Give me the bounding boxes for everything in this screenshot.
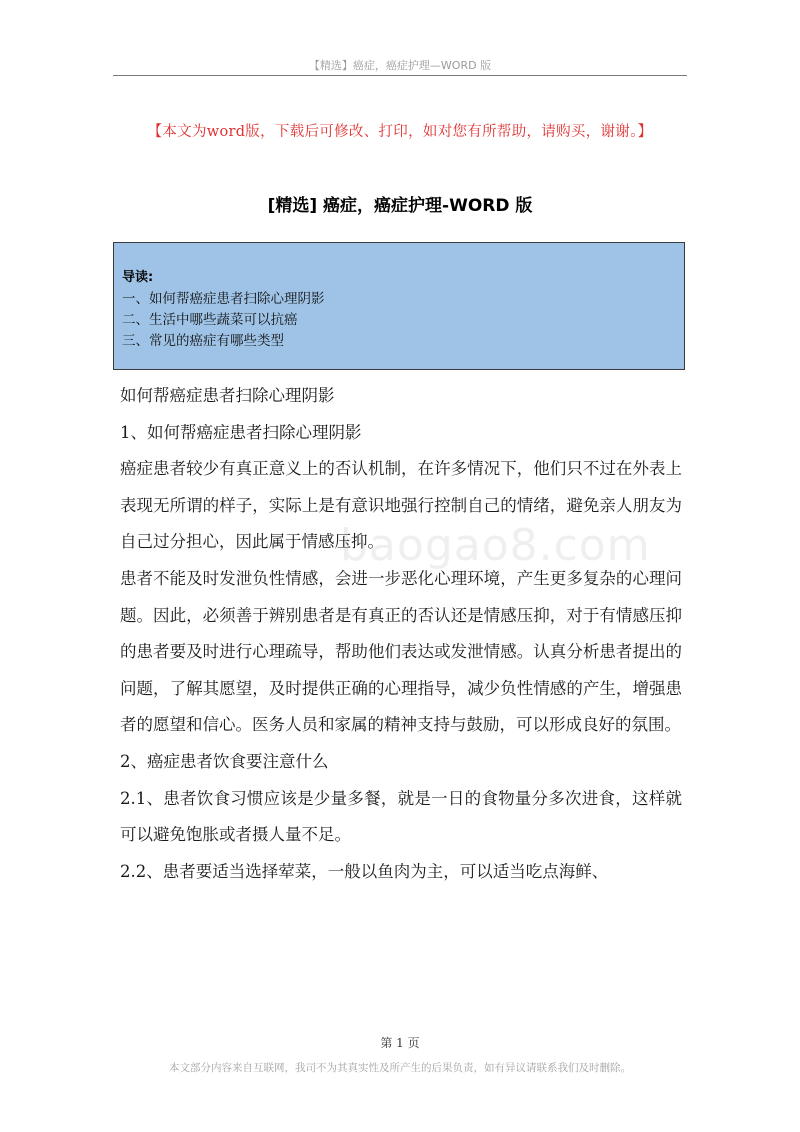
footer-disclaimer: 本文部分内容来自互联网，我司不为其真实性及所产生的后果负责，如有异议请联系我们及时删除。 — [169, 1062, 631, 1074]
paragraph: 癌症患者较少有真正意义上的否认机制，在许多情况下，他们只不过在外表上表现无所谓的样子，实际上是有意识地强行控制自己的情绪，避免亲人朋友为自己过分担心，因此属于情感压抑。 — [120, 459, 682, 552]
body-text — [120, 378, 682, 890]
page-number: 第 1 页 — [380, 1036, 420, 1050]
guide-item: 三、常见的癌症有哪些类型 — [122, 333, 284, 349]
guide-item: 一、如何帮癌症患者扫除心理阴影 — [122, 291, 325, 307]
paragraph: 患者不能及时发泄负性情感，会进一步恶化心理环境，产生更多复杂的心理问题。因此，必须善于辨别患者是有真正的否认还是情感压抑，对于有情感压抑的患者要及时进行心理疏导，帮助他们表达或发泄情感。认真分析患者提出的问题，了解其愿望，及时提供正确的心理指导，减少负性情感的产生，增强患者的愿望和信心。医务人员和家属的精神支持与鼓励，可以形成良好的氛围。 — [120, 568, 682, 735]
paragraph: 2.1、患者饮食习惯应该是少量多餐，就是一日的食物量分多次进食，这样就可以避免饱胀或者摄人量不足。 — [120, 788, 682, 845]
section-heading: 如何帮癌症患者扫除心理阴影 — [120, 386, 335, 405]
download-notice: 【本文为word版，下载后可修改、打印，如对您有所帮助，请购买，谢谢。】 — [147, 124, 653, 140]
watermark: baogao8.com — [340, 520, 651, 571]
header-divider — [113, 75, 687, 76]
running-header: 【精选】癌症，癌症护理—WORD 版 — [308, 59, 492, 72]
guide-box — [113, 242, 685, 370]
guide-item: 二、生活中哪些蔬菜可以抗癌 — [122, 312, 298, 328]
subsection-heading: 1、如何帮癌症患者扫除心理阴影 — [120, 422, 362, 442]
paragraph: 2.2、患者要适当选择荤菜，一般以鱼肉为主，可以适当吃点海鲜、 — [120, 861, 609, 881]
document-title: [精选] 癌症，癌症护理-WORD 版 — [267, 196, 533, 216]
guide-label: 导读: — [122, 270, 154, 285]
subsection-heading: 2、癌症患者饮食要注意什么 — [120, 751, 329, 771]
